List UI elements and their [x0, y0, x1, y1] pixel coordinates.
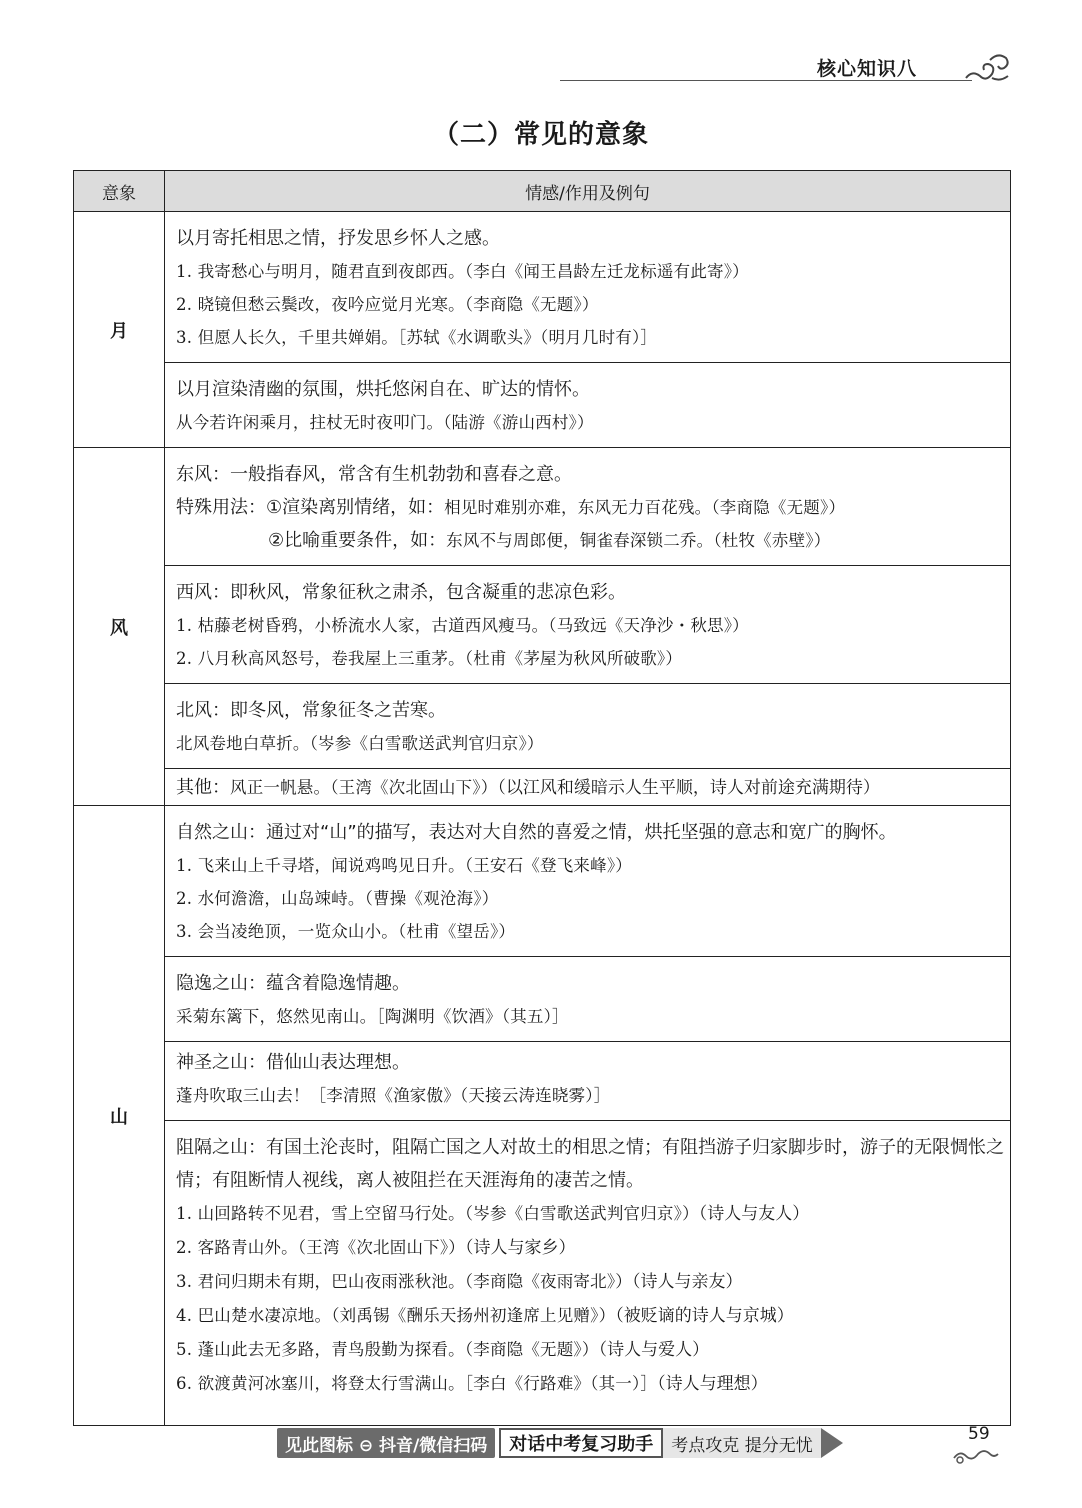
header-title: 核心知识八: [816, 58, 917, 80]
section-title: （二）常见的意象: [432, 120, 649, 150]
mountain-1-line: 2. 水何澹澹，山岛竦峙。（曹操《观沧海》）: [176, 889, 499, 908]
table-header-row: [74, 171, 1011, 212]
wind-2-head: 西风：即秋风，常象征秋之肃杀，包含凝重的悲凉色彩。: [176, 582, 626, 603]
moon-2-line: 从今若许闲乘月，拄杖无时夜叩门。（陆游《游山西村》）: [176, 413, 594, 432]
table-row: [74, 1121, 1011, 1426]
wind-special-label: 特殊用法：: [176, 497, 266, 518]
wind-special-2-example: 东风不与周郎便，铜雀春深锁二乔。（杜牧《赤壁》）: [446, 531, 831, 550]
table-row: [74, 566, 1011, 684]
col-header-emotion: 情感/作用及例句: [165, 171, 1011, 212]
col-header-imagery: 意象: [74, 171, 165, 212]
mountain-1-line: 3. 会当凌绝顶，一览众山小。（杜甫《望岳》）: [176, 922, 516, 941]
mountain-4-line: 4. 巴山楚水凄凉地。（刘禹锡《酬乐天扬州初逢席上见赠》）: [176, 1306, 616, 1325]
wind-special-1-intro: ①渲染离别情绪，如：: [266, 497, 445, 518]
table-row: [74, 769, 1011, 806]
moon-1-head: 以月寄托相思之情，抒发思乡怀人之感。: [176, 228, 500, 249]
moon-2-head: 以月渲染清幽的氛围，烘托悠闲自在、旷达的情怀。: [176, 379, 590, 400]
footer-subslogan: 考点攻克 提分无忧: [663, 1428, 820, 1458]
wind-other-note: （以江风和缓暗示人生平顺，诗人对前途充满期待）: [497, 778, 880, 798]
moon-1-line: 3. 但愿人长久，千里共婵娟。［苏轼《水调歌头》（明月几时有）］: [176, 328, 658, 347]
wind-2-line: 2. 八月秋高风怒号，卷我屋上三重茅。（杜甫《茅屋为秋风所破歌》）: [176, 649, 683, 668]
moon-1-line: 2. 晓镜但愁云鬓改，夜吟应觉月光寒。（李商隐《无题》）: [176, 295, 599, 314]
wind-special-2-intro: ②比喻重要条件，如：: [268, 530, 447, 551]
mountain-4-note: （被贬谪的诗人与京城）: [615, 1306, 794, 1326]
mountain-1-head: 自然之山：通过对“山”的描写，表达对大自然的喜爱之情，烘托坚强的意志和宽广的胸怀。: [176, 822, 897, 843]
wind-other-text: 风正一帆悬。（王湾《次北固山下》）: [230, 778, 498, 797]
wind-1-head: 东风：一般指春风，常含有生机勃勃和喜春之意。: [176, 464, 572, 485]
table-row: [74, 363, 1011, 448]
mountain-4-line: 2. 客路青山外。（王湾《次北固山下》）: [176, 1238, 465, 1257]
imagery-label-mountain: 山: [74, 806, 165, 1426]
imagery-label-moon: 月: [74, 212, 165, 448]
mountain-2-line: 采菊东篱下，悠然见南山。［陶渊明《饮酒》（其五）］: [176, 1007, 569, 1026]
table-row: [74, 684, 1011, 769]
wind-2-line: 1. 枯藤老树昏鸦，小桥流水人家，古道西风瘦马。（马致远《天净沙・秋思》）: [176, 616, 749, 635]
wind-3-line: 北风卷地白草折。（岑参《白雪歌送武判官归京》）: [176, 734, 544, 753]
mountain-4-note: （诗人与爱人）: [598, 1340, 710, 1360]
mountain-4-note: （诗人与家乡）: [465, 1238, 576, 1258]
footer-slogan: 对话中考复习助手: [499, 1428, 663, 1458]
mountain-4-note: （诗人与亲友）: [632, 1272, 743, 1292]
mountain-4-note: （诗人与友人）: [698, 1204, 810, 1224]
mountain-4-line: 6. 欲渡黄河冰塞川，将登太行雪满山。［李白《行路难》（其一）］: [176, 1374, 658, 1393]
mountain-4-line: 5. 蓬山此去无多路，青鸟殷勤为探看。（李商隐《无题》）: [176, 1340, 599, 1359]
table-row: [74, 957, 1011, 1042]
mountain-4-head: 阻隔之山：有国土沦丧时，阻隔亡国之人对故土的相思之情；有阻挡游子归家脚步时，游子的无限惆怅之情；有阻断情人视线，离人被阻拦在天涯海角的凄苦之情。: [176, 1137, 1004, 1191]
mountain-3-line: 蓬舟吹取三山去！［李清照《渔家傲》（天接云涛连晓雾）］: [176, 1086, 611, 1105]
wave-ornament-icon: [952, 1440, 1000, 1466]
mountain-4-line: 3. 君问归期未有期，巴山夜雨涨秋池。（李商隐《夜雨寄北》）: [176, 1272, 632, 1291]
cloud-ornament-icon: [962, 48, 1012, 88]
imagery-table: [73, 170, 1011, 1426]
arrow-icon: [821, 1428, 843, 1458]
table-row: [74, 1042, 1011, 1121]
page-number: 59: [968, 1424, 990, 1444]
header-rule: [560, 80, 972, 81]
table-row: [74, 806, 1011, 957]
mountain-2-head: 隐逸之山：蕴含着隐逸情趣。: [176, 973, 410, 994]
mountain-1-line: 1. 飞来山上千寻塔，闻说鸡鸣见日升。（王安石《登飞来峰》）: [176, 856, 632, 875]
moon-1-line: 1. 我寄愁心与明月，随君直到夜郎西。（李白《闻王昌龄左迁龙标遥有此寄》）: [176, 262, 749, 281]
table-row: [74, 212, 1011, 363]
table-row: [74, 448, 1011, 566]
scan-badge: 见此图标 ⊖ 抖音/微信扫码: [277, 1428, 495, 1458]
wind-3-head: 北风：即冬风，常象征冬之苦寒。: [176, 700, 446, 721]
imagery-label-wind: 风: [74, 448, 165, 806]
mountain-4-line: 1. 山回路转不见君，雪上空留马行处。（岑参《白雪歌送武判官归京》）: [176, 1204, 699, 1223]
wind-other-label: 其他：: [176, 777, 230, 798]
mountain-4-note: （诗人与理想）: [657, 1374, 768, 1394]
footer-banner: [277, 1428, 843, 1458]
mountain-3-head: 神圣之山：借仙山表达理想。: [176, 1052, 410, 1073]
wind-special-1-example: 相见时难别亦难，东风无力百花残。（李商隐《无题》）: [444, 498, 846, 517]
